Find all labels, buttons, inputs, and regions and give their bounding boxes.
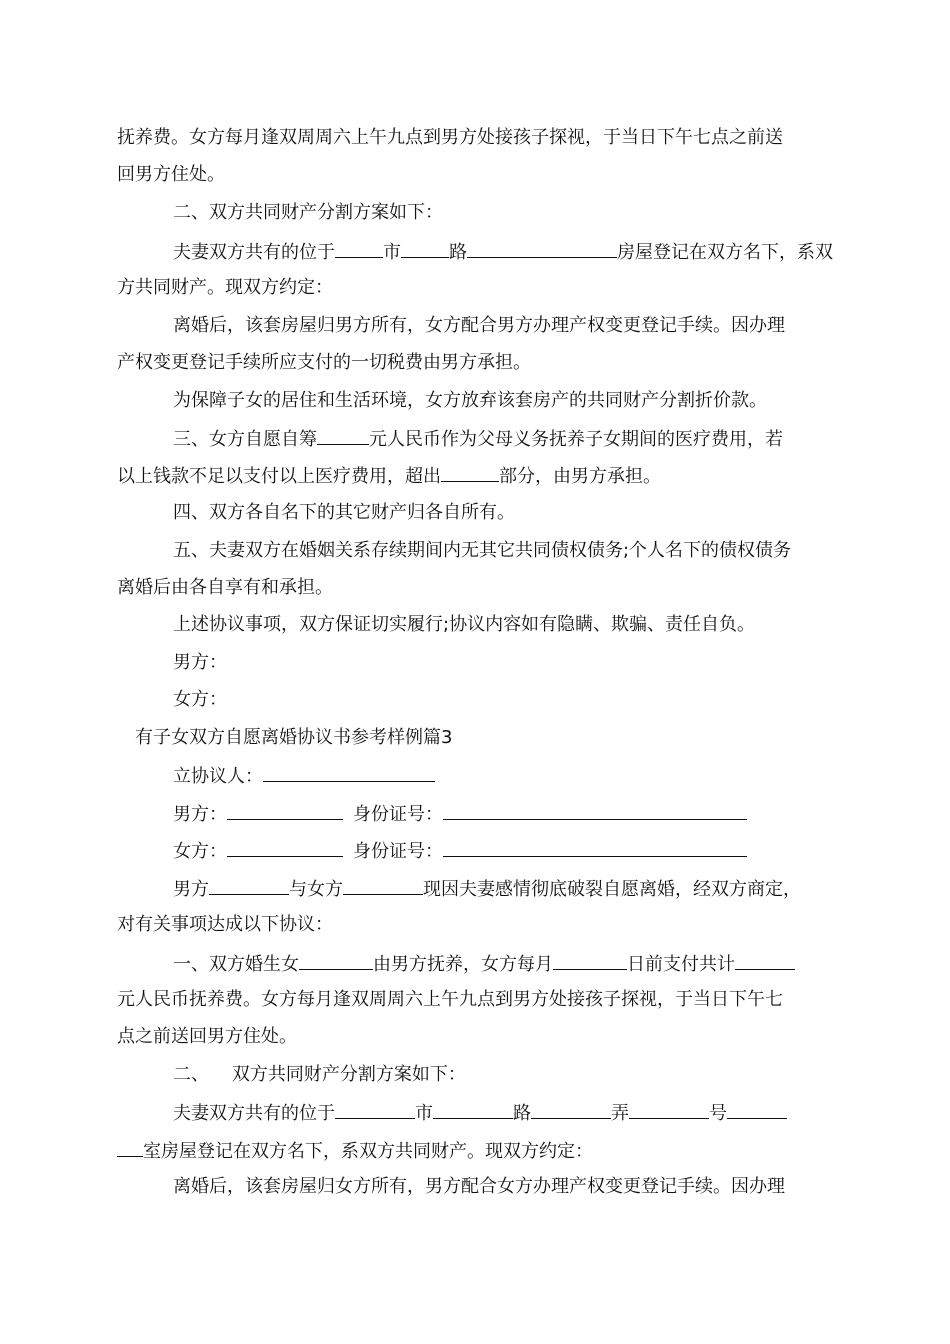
paragraph-line: 为保障子女的居住和生活环境，女方放弃该套房产的共同财产分割折价款。 <box>173 390 767 411</box>
blank-field <box>467 239 617 258</box>
signature-label-female: 女方： <box>173 689 227 710</box>
section-heading: 二、 双方共同财产分割方案如下： <box>173 1064 466 1085</box>
paragraph-line: 离婚后由各自享有和承担。 <box>117 577 333 598</box>
paragraph-line <box>117 463 661 489</box>
blank-field <box>735 951 795 970</box>
blank-field <box>441 463 499 482</box>
blank-field <box>209 876 289 895</box>
male-id-line <box>173 801 747 827</box>
paragraph-line: 上述协议事项，双方保证切实履行;协议内容如有隐瞒、欺骗、责任自负。 <box>173 614 756 635</box>
text-segment: 立协议人： <box>173 766 263 787</box>
text-segment: 男方 <box>173 879 209 900</box>
blank-field <box>531 1100 611 1119</box>
text-segment: 由男方抚养，女方每月 <box>373 954 553 975</box>
text-segment: 路 <box>513 1103 531 1124</box>
paragraph-line: 元人民币抚养费。女方每月逢双周周六上午九点到男方处接孩子探视，于当日下午七 <box>117 989 783 1010</box>
text-segment: 弄 <box>611 1103 629 1124</box>
text-segment: 元人民币作为父母义务抚养子女期间的医疗费用，若 <box>369 429 783 450</box>
text-segment: 路 <box>449 242 467 263</box>
paragraph-line: 回男方住处。 <box>117 164 225 185</box>
paragraph-line: 抚养费。女方每月逢双周周六上午九点到男方处接孩子探视，于当日下午七点之前送 <box>117 127 783 148</box>
blank-field <box>335 239 383 258</box>
blank-field <box>343 876 423 895</box>
text-segment: 与女方 <box>289 879 343 900</box>
blank-field <box>629 1100 709 1119</box>
paragraph-line <box>117 1138 593 1164</box>
female-id-line <box>173 838 747 864</box>
blank-field <box>299 951 373 970</box>
paragraph-line <box>173 239 833 265</box>
text-segment: 一、双方婚生女 <box>173 954 299 975</box>
blank-field <box>335 1100 415 1119</box>
text-segment: 房屋登记在双方名下，系双 <box>617 242 833 263</box>
blank-field <box>117 1138 143 1157</box>
paragraph-line <box>173 876 801 902</box>
text-segment: 现因夫妻感情彻底破裂自愿离婚，经双方商定， <box>423 879 801 900</box>
text-segment: 部分，由男方承担。 <box>499 466 661 487</box>
blank-field <box>727 1100 787 1119</box>
paragraph-line: 方共同财产。现双方约定： <box>117 277 333 298</box>
paragraph-line: 离婚后，该套房屋归女方所有，男方配合女方办理产权变更登记手续。因办理 <box>173 1176 785 1197</box>
blank-field <box>553 951 627 970</box>
paragraph-line: 点之前送回男方住处。 <box>117 1026 297 1047</box>
blank-field <box>227 838 343 857</box>
paragraph-line <box>173 951 795 977</box>
paragraph-line: 对有关事项达成以下协议： <box>117 914 333 935</box>
text-segment: 室房屋登记在双方名下，系双方共同财产。现双方约定： <box>143 1141 593 1162</box>
text-segment: 夫妻双方共有的位于 <box>173 242 335 263</box>
text-segment: 市 <box>383 242 401 263</box>
blank-field <box>401 239 449 258</box>
text-segment: 女方： <box>173 841 227 862</box>
text-segment: 号 <box>709 1103 727 1124</box>
paragraph-line: 五、夫妻双方在婚姻关系存续期间内无其它共同债权债务;个人名下的债权债务 <box>173 540 792 561</box>
text-segment: 身份证号： <box>353 804 443 825</box>
blank-field <box>443 801 747 820</box>
paragraph-line <box>173 1100 787 1126</box>
paragraph-line: 离婚后，该套房屋归男方所有，女方配合男方办理产权变更登记手续。因办理 <box>173 315 785 336</box>
text-segment: 三、女方自愿自筹 <box>173 429 317 450</box>
text-segment: 日前支付共计 <box>627 954 735 975</box>
blank-field <box>227 801 343 820</box>
blank-field <box>263 763 435 782</box>
party-line <box>173 763 435 789</box>
signature-label-male: 男方： <box>173 652 227 673</box>
paragraph-line <box>173 426 783 452</box>
text-segment: 以上钱款不足以支付以上医疗费用，超出 <box>117 466 441 487</box>
text-segment: 男方： <box>173 804 227 825</box>
blank-field <box>433 1100 513 1119</box>
paragraph-line: 产权变更登记手续所应支付的一切税费由男方承担。 <box>117 352 531 373</box>
paragraph-line: 四、双方各自名下的其它财产归各自所有。 <box>173 502 515 523</box>
blank-field <box>443 838 747 857</box>
text-segment: 夫妻双方共有的位于 <box>173 1103 335 1124</box>
text-segment: 市 <box>415 1103 433 1124</box>
text-segment: 身份证号： <box>353 841 443 862</box>
section-heading: 二、双方共同财产分割方案如下： <box>173 202 443 223</box>
blank-field <box>317 426 369 445</box>
document-title: 有子女双方自愿离婚协议书参考样例篇3 <box>135 727 453 748</box>
